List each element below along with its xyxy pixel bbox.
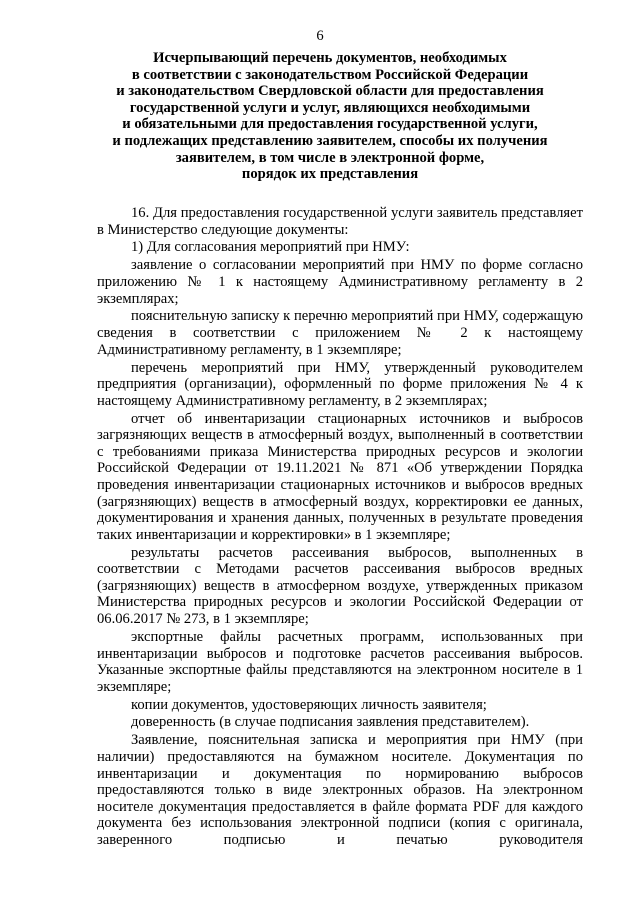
paragraph-measures-list: перечень мероприятий при НМУ, утвержденный руководителем предприятия (организации), оформленный по форме приложения № 4 к настоящему Административному регламенту, в 2 экземплярах;: [97, 359, 583, 409]
heading-line: государственной услуги и услуг, являющихся необходимыми: [129, 99, 531, 116]
heading-line: заявителем, в том числе в электронной форме,: [175, 149, 485, 166]
section-heading: [90, 50, 570, 183]
paragraph-dispersion-results: результаты расчетов рассеивания выбросов, выполненных в соответствии с Методами расчетов рассеивания выбросов вредных (загрязняющих) веществ в атмосферном воздухе, утвержденных приказом Министерства природных ресурсов и экологии Российской Федерации от 06.06.2017 № 273, в 1 экземпляре;: [97, 544, 583, 628]
heading-line: порядок их представления: [241, 166, 419, 183]
paragraph-inventory-report: отчет об инвентаризации стационарных источников и выбросов загрязняющих веществ в атмосферный воздух, выполненный в соответствии с требованиями приказа Министерства природных ресурсов и экологии Российской Федерации от 19.11.2021 № 871 «Об утверждении Порядка проведения инвентаризации стационарных источников и выбросов вредных (загрязняющих) веществ в атмосферный воздух, корректировки ее данных, документирования и хранения данных, полученных в результате проведения таких инвентаризации и корректировки» в 1 экземпляре;: [97, 410, 583, 543]
paragraph-export-files: экспортные файлы расчетных программ, использованных при инвентаризации выбросов и подготовке расчетов рассеивания выбросов. Указанные экспортные файлы представляются на электронном носителе в 1 экземпляре;: [97, 628, 583, 695]
heading-line: и подлежащих представлению заявителем, способы их получения: [112, 132, 548, 149]
paragraph-item-16: 16. Для предоставления государственной услуги заявитель представляет в Министерство следующие документы:: [97, 205, 583, 238]
heading-line: Исчерпывающий перечень документов, необходимых: [153, 50, 507, 66]
document-body: [97, 205, 583, 850]
paragraph-application: заявление о согласовании мероприятий при НМУ по форме согласно приложению № 1 к настоящему Административному регламенту в 2 экземплярах;: [97, 257, 583, 307]
paragraph-subitem-1: 1) Для согласования мероприятий при НМУ:: [131, 239, 410, 256]
paragraph-power-of-attorney: доверенность (в случае подписания заявления представителем).: [131, 714, 530, 731]
paragraph-explanatory-note: пояснительную записку к перечню мероприятий при НМУ, содержащую сведения в соответствии с приложением № 2 к настоящему Административному регламенту, в 1 экземпляре;: [97, 308, 583, 358]
heading-line: в соответствии с законодательством Российской Федерации: [131, 66, 529, 83]
paragraph-submission-format: Заявление, пояснительная записка и мероприятия при НМУ (при наличии) предоставляются на бумажном носителе. Документация по инвентаризации и документация по нормированию выбросов предоставляются только в виде электронных образов. На электронном носителе документация предоставляется в файле формата PDF для каждого документа без использования электронной подписи (копия с оригинала, заверенного подписью и печатью руководителя: [97, 732, 583, 848]
page-number: 6: [316, 28, 324, 44]
heading-line: и обязательными для предоставления государственной услуги,: [122, 116, 538, 133]
heading-line: и законодательством Свердловской области для предоставления: [116, 83, 544, 100]
paragraph-id-copies: копии документов, удостоверяющих личность заявителя;: [131, 696, 487, 713]
